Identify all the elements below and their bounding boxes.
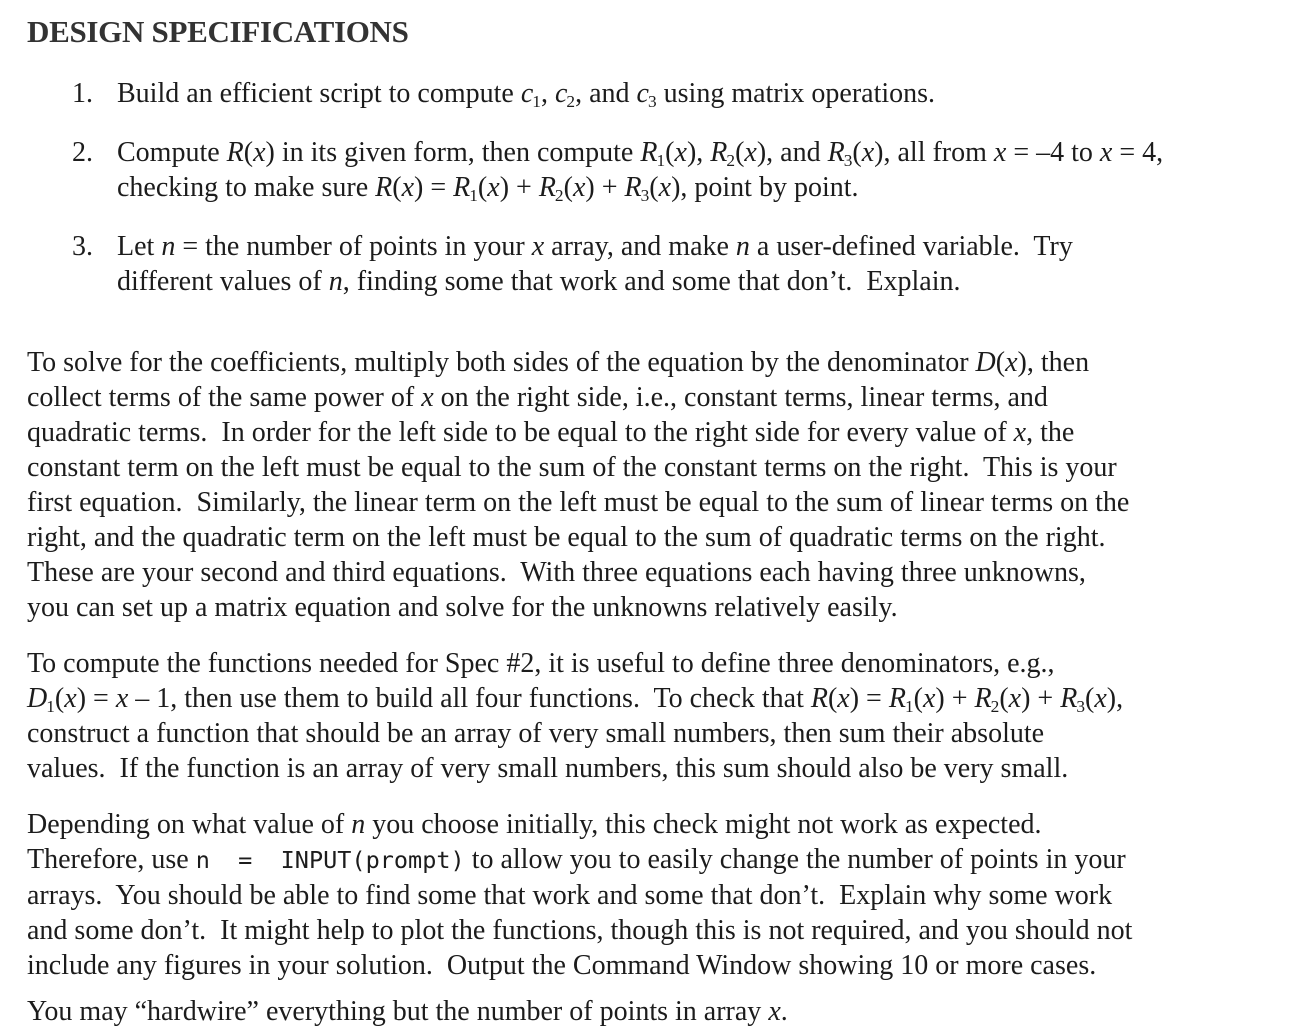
text-run: ), all from [874, 137, 994, 168]
math-variable-run: R [888, 683, 906, 714]
text-run: These are your second and third equations. With three equations each having three unknowns, [27, 557, 1086, 588]
text-run: to allow you to easily change the number of points in your [464, 844, 1126, 875]
subscript-run: 2 [990, 696, 1000, 716]
subscript-run: 2 [554, 185, 564, 205]
text-line [27, 485, 1301, 520]
text-run: , and [575, 78, 637, 109]
list-number: 1. [72, 78, 93, 109]
text-run: You may “hardwire” everything but the number of points in array [27, 996, 769, 1027]
text-run: ) = [76, 683, 116, 714]
math-variable-run: x [253, 137, 266, 168]
math-variable-run: x [401, 172, 414, 203]
text-run: = 4, [1112, 137, 1164, 168]
math-variable-run: x [1008, 683, 1022, 714]
text-run: using matrix operations. [656, 78, 936, 109]
paragraph [27, 807, 1301, 983]
text-line [27, 716, 1301, 751]
text-run: include any figures in your solution. Output the Command Window showing 10 or more cases. [27, 950, 1097, 981]
subscript-run: 1 [532, 91, 541, 111]
text-line [27, 646, 1301, 681]
text-line [27, 913, 1301, 948]
math-variable-run: R [810, 683, 828, 714]
text-line [27, 520, 1301, 555]
text-run: ) = [849, 683, 889, 714]
text-run: ), point by point. [671, 172, 859, 203]
math-variable-run: x [487, 172, 500, 203]
math-variable-run: n [161, 231, 176, 262]
text-line [27, 878, 1301, 913]
subscript-run: 1 [469, 185, 478, 205]
math-variable-run: c [636, 78, 649, 109]
text-line [117, 264, 1301, 299]
math-variable-run: x [1013, 417, 1027, 448]
text-run: ) in its given form, then compute [265, 137, 641, 168]
math-variable-run: x [744, 137, 757, 168]
text-line [27, 590, 1301, 625]
text-run: ( [665, 137, 675, 168]
math-variable-run: x [1094, 683, 1107, 714]
text-run: – 1, then use them to build all four functions. To check that [128, 683, 811, 714]
math-variable-run: c [554, 78, 568, 109]
list-item [0, 76, 1301, 111]
math-variable-run: R [1060, 683, 1078, 714]
spec-list [0, 76, 1301, 299]
text-run: right, and the quadratic term on the left must be equal to the sum of quadratic terms on the right. [27, 522, 1106, 553]
text-run: , [540, 78, 555, 109]
math-variable-run: x [658, 172, 672, 203]
math-variable-run: R [624, 172, 642, 203]
text-run: ( [852, 137, 862, 168]
math-variable-run: R [640, 137, 658, 168]
text-line [117, 76, 1301, 111]
math-variable-run: x [922, 683, 936, 714]
text-run: you can set up a matrix equation and solve for the unknowns relatively easily. [27, 592, 898, 623]
text-run: ( [735, 137, 745, 168]
text-run: ) + [499, 172, 539, 203]
math-variable-run: x [1005, 347, 1018, 378]
text-run: ( [477, 172, 488, 203]
text-line [27, 345, 1301, 380]
paragraph [27, 994, 1301, 1029]
text-run: ), [1106, 683, 1124, 714]
text-run: ), and [756, 137, 828, 168]
list-item-text [117, 135, 1301, 205]
text-run: Therefore, use [27, 844, 196, 875]
math-variable-run: x [421, 382, 434, 413]
math-variable-run: D [27, 683, 48, 714]
list-item-text [117, 229, 1301, 299]
list-item [0, 229, 1301, 299]
text-run: ( [563, 172, 573, 203]
math-variable-run: n [328, 266, 343, 297]
math-variable-run: R [710, 137, 728, 168]
subscript-run: 3 [647, 91, 657, 111]
text-run: arrays. You should be able to find some that work and some that don’t. Explain why some work [27, 880, 1113, 911]
math-variable-run: x [64, 683, 77, 714]
subscript-run: 1 [904, 696, 914, 716]
math-variable-run: R [827, 137, 845, 168]
text-run: ( [827, 683, 838, 714]
text-run: ( [913, 683, 923, 714]
text-run: a user-defined variable. Try [749, 231, 1073, 262]
math-variable-run: x [768, 996, 781, 1027]
text-run: collect terms of the same power of [27, 382, 422, 413]
math-variable-run: x [531, 231, 545, 262]
text-line [27, 450, 1301, 485]
text-line [27, 555, 1301, 590]
list-item [0, 135, 1301, 205]
math-variable-run: c [520, 78, 534, 109]
math-variable-run: R [453, 172, 471, 203]
subscript-run: 3 [1076, 696, 1086, 716]
text-run: To solve for the coefficients, multiply both sides of the equation by the denominator [27, 347, 976, 378]
text-run: = –4 to [1006, 137, 1100, 168]
paragraph [27, 345, 1301, 625]
text-line [117, 229, 1301, 264]
text-run: ( [1085, 683, 1095, 714]
text-run: ), [686, 137, 711, 168]
text-run: array, and make [544, 231, 736, 262]
text-run: Compute [117, 137, 227, 168]
text-run: ) = [414, 172, 454, 203]
text-run: on the right side, i.e., constant terms, linear terms, and [433, 382, 1048, 413]
text-line [27, 415, 1301, 450]
text-run: ) + [935, 683, 975, 714]
text-run: ( [54, 683, 65, 714]
list-number: 3. [72, 231, 93, 262]
list-number: 2. [72, 137, 93, 168]
text-run: constant term on the left must be equal to the sum of the constant terms on the right. This is your [27, 452, 1117, 483]
subscript-run: 3 [640, 185, 650, 205]
text-run: ), then [1017, 347, 1090, 378]
text-run: , finding some that work and some that don’t. Explain. [342, 266, 961, 297]
math-variable-run: x [837, 683, 850, 714]
body-paragraphs [0, 345, 1301, 1029]
text-line [27, 948, 1301, 983]
text-run: Build an efficient script to compute [117, 78, 521, 109]
math-variable-run: x [572, 172, 586, 203]
math-variable-run: R [974, 683, 992, 714]
text-line [27, 842, 1301, 878]
math-variable-run: x [115, 683, 129, 714]
subscript-run: 2 [726, 150, 736, 170]
list-item-text [117, 76, 1301, 111]
text-line [27, 994, 1301, 1029]
text-run: ) + [585, 172, 625, 203]
text-run: construct a function that should be an array of very small numbers, then sum their absolute [27, 718, 1045, 749]
math-variable-run: R [538, 172, 556, 203]
text-run: you choose initially, this check might not work as expected. [365, 809, 1042, 840]
math-variable-run: n [735, 231, 750, 262]
text-line [27, 681, 1301, 716]
text-line [117, 135, 1301, 170]
text-run: quadratic terms. In order for the left side to be equal to the right side for every value of [27, 417, 1014, 448]
text-run: first equation. Similarly, the linear term on the left must be equal to the sum of linear terms on the [27, 487, 1130, 518]
math-variable-run: n [351, 809, 366, 840]
code-run: n = INPUT(prompt) [195, 846, 465, 874]
math-variable-run: x [993, 137, 1007, 168]
text-run: ) + [1021, 683, 1061, 714]
text-run: ( [392, 172, 402, 203]
math-variable-run: D [975, 347, 996, 378]
paragraph [27, 646, 1301, 786]
text-line [27, 751, 1301, 786]
document-heading: DESIGN SPECIFICATIONS [27, 14, 409, 49]
text-run: ( [649, 172, 659, 203]
text-run: = the number of points in your [175, 231, 532, 262]
math-variable-run: R [375, 172, 393, 203]
text-run: Depending on what value of [27, 809, 352, 840]
subscript-run: 3 [843, 150, 853, 170]
math-variable-run: x [674, 137, 687, 168]
text-run: checking to make sure [117, 172, 376, 203]
subscript-run: 1 [656, 150, 666, 170]
text-line [27, 380, 1301, 415]
text-run: . [780, 996, 788, 1027]
text-run: , the [1026, 417, 1075, 448]
text-run: values. If the function is an array of very small numbers, this sum should also be very small. [27, 753, 1069, 784]
text-run: ( [243, 137, 254, 168]
math-variable-run: x [1099, 137, 1113, 168]
text-run: and some don’t. It might help to plot the functions, though this is not required, and you should not [27, 915, 1133, 946]
math-variable-run: x [861, 137, 875, 168]
text-run: different values of [117, 266, 329, 297]
subscript-run: 2 [566, 91, 576, 111]
text-line [117, 170, 1301, 205]
text-run: Let [117, 231, 162, 262]
subscript-run: 1 [46, 696, 55, 716]
math-variable-run: R [226, 137, 244, 168]
text-run: To compute the functions needed for Spec #2, it is useful to define three denominators, e.g., [27, 648, 1055, 679]
text-line [27, 807, 1301, 842]
text-run: ( [995, 347, 1006, 378]
text-run: ( [999, 683, 1009, 714]
